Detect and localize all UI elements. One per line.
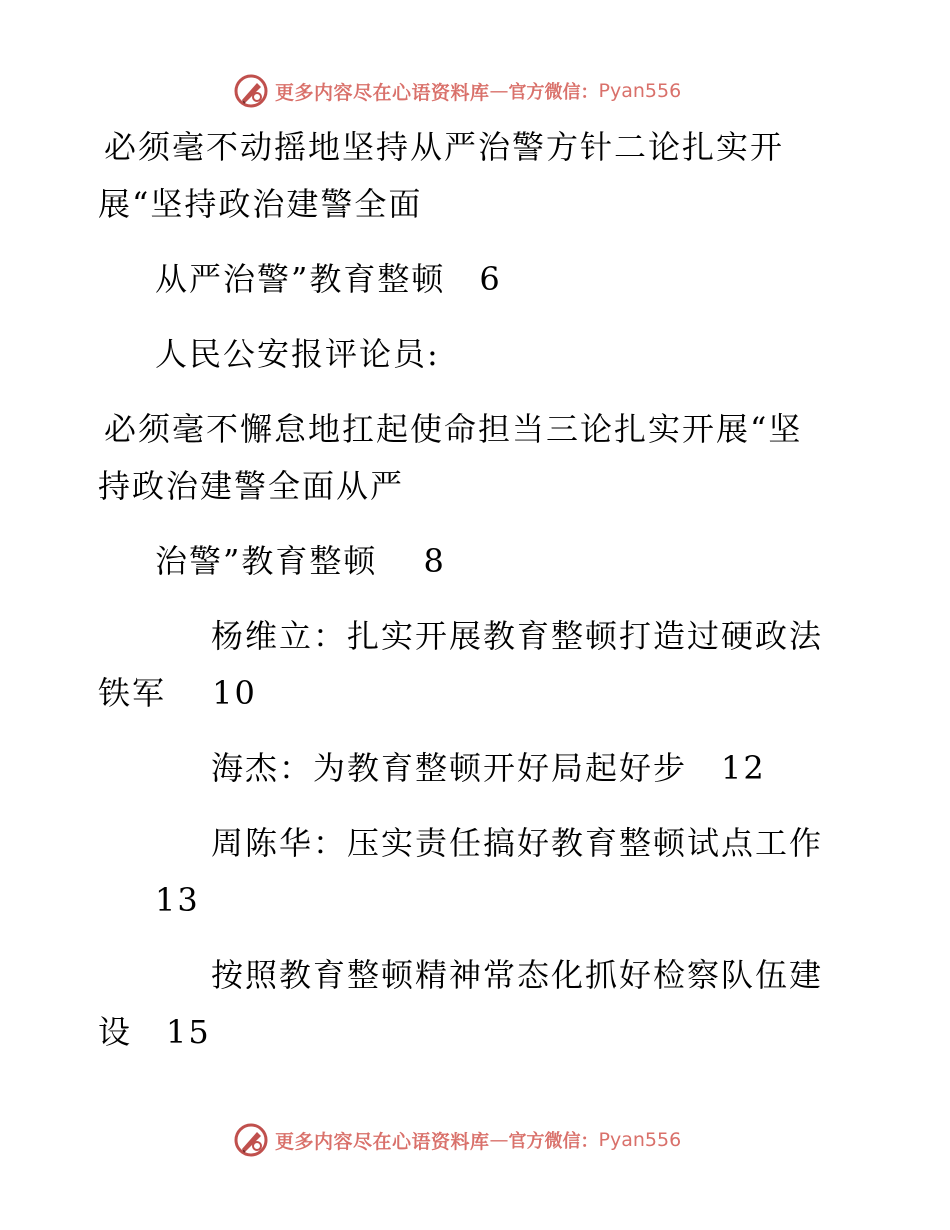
- toc-entry-7-line-1: 按照教育整顿精神常态化抓好检察队伍建: [211, 956, 824, 994]
- toc-entry-5-line-1: 海杰：为教育整顿开好局起好步 12: [211, 749, 766, 787]
- watermark-separator: —: [489, 1129, 509, 1151]
- toc-entry-1-line-3: 从严治警”教育整顿 6: [155, 260, 502, 298]
- toc-entry-3-line-2: 持政治建警全面从严: [98, 467, 405, 505]
- toc-entry-6-line-2: 13: [155, 881, 200, 919]
- toc-entry-7-line-2: 设 15: [98, 1013, 211, 1051]
- watermark-banner-bottom: [233, 1120, 681, 1160]
- watermark-wechat-id: Pyan556: [598, 1129, 682, 1151]
- watermark-wechat-id: Pyan556: [598, 80, 682, 102]
- watermark-site-text: 更多内容尽在心语资料库: [275, 81, 490, 104]
- toc-entry-3-line-1: 必须毫不懈怠地扛起使命担当三论扎实开展“坚: [104, 410, 803, 448]
- toc-entry-1-line-1: 必须毫不动摇地坚持从严治警方针二论扎实开: [104, 128, 785, 166]
- pen-logo-icon: [233, 73, 269, 109]
- watermark-site-text: 更多内容尽在心语资料库: [275, 1130, 490, 1153]
- watermark-wechat-label: 官方微信：: [508, 1131, 599, 1152]
- toc-entry-6-line-1: 周陈华：压实责任搞好教育整顿试点工作: [211, 824, 824, 862]
- toc-author-line: 人民公安报评论员:: [155, 335, 440, 373]
- toc-entry-4-line-1: 杨维立：扎实开展教育整顿打造过硬政法: [211, 617, 824, 655]
- toc-entry-4-line-2: 铁军 10: [98, 674, 257, 712]
- watermark-separator: —: [489, 80, 509, 102]
- toc-entry-1-line-2: 展“坚持政治建警全面: [98, 185, 423, 223]
- pen-logo-icon: [233, 1122, 269, 1158]
- watermark-banner-top: [233, 71, 681, 111]
- toc-entry-3-line-3: 治警”教育整顿 8: [155, 542, 446, 580]
- watermark-wechat-label: 官方微信：: [508, 82, 599, 103]
